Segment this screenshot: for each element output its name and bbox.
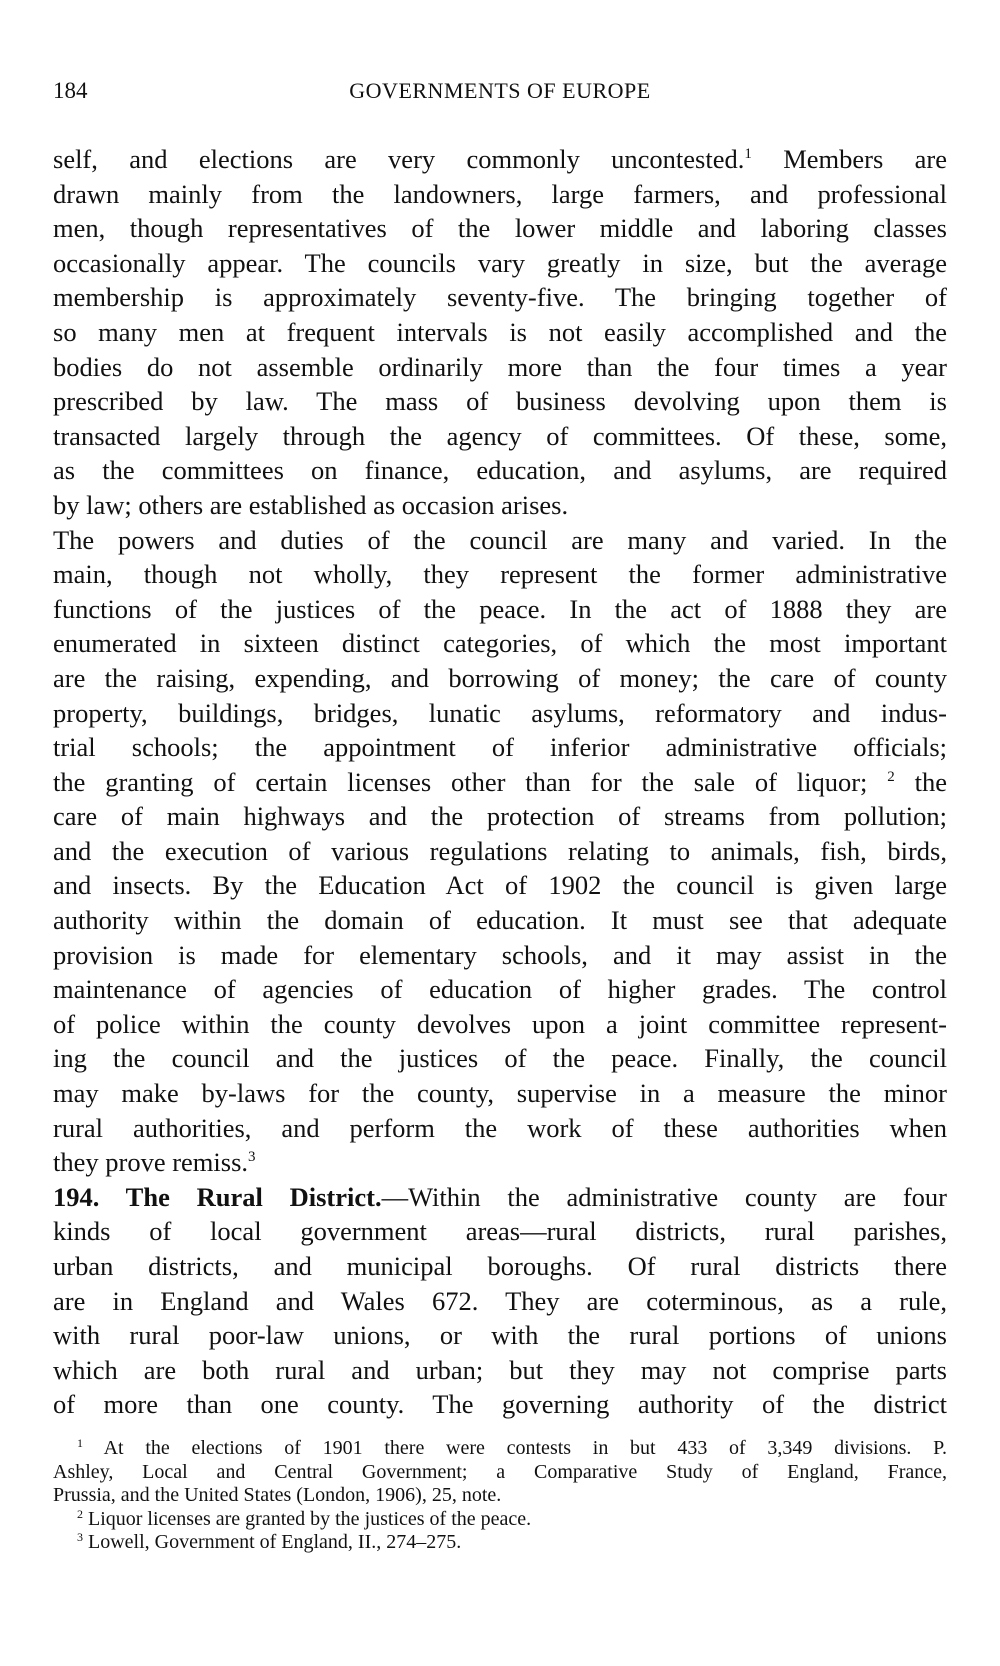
running-title: GOVERNMENTS OF EUROPE	[349, 78, 651, 103]
text-line	[53, 834, 947, 869]
text-line	[53, 661, 947, 696]
footnote-marker: 1	[77, 1436, 83, 1450]
text-line	[53, 1249, 947, 1284]
text-run: self, and elections are very commonly uncontested.	[53, 144, 745, 174]
text-run: Lowell, Government of England, II., 274–275.	[83, 1531, 462, 1553]
text-run: and insects. By the Education Act of 1902 the council is given large	[53, 870, 947, 901]
text-run: maintenance of agencies of education of higher grades. The control	[53, 974, 947, 1005]
text-line	[53, 1145, 947, 1180]
text-line	[53, 177, 947, 212]
footnote-marker: 3	[77, 1530, 83, 1544]
text-run: and the execution of various regulations relating to animals, fish, birds,	[53, 835, 947, 866]
footnote-marker: 1	[744, 146, 752, 162]
text-line	[53, 696, 947, 731]
text-run: they prove remiss.	[53, 1147, 249, 1178]
text-run: are the raising, expending, and borrowing of money; the care of county	[53, 662, 947, 693]
footnote-line	[53, 1531, 947, 1555]
text-line	[53, 384, 947, 419]
text-run: so many men at frequent intervals is not easily accomplished and the	[53, 316, 947, 347]
text-line	[53, 211, 947, 246]
text-run: membership is approximately seventy-five. The bringing together of	[53, 282, 947, 313]
text-run: functions of the justices of the peace. In the act of 1888 they are	[53, 593, 947, 624]
footnotes	[53, 1437, 947, 1555]
text-line	[53, 1318, 947, 1353]
footnote-marker: 2	[887, 768, 895, 785]
text-line	[53, 1180, 947, 1215]
text-line	[53, 1076, 947, 1111]
footnote-line	[53, 1437, 947, 1461]
text-line	[53, 592, 947, 627]
text-run: Members are	[751, 144, 947, 174]
text-line	[53, 350, 947, 385]
text-line	[53, 799, 947, 834]
text-run: transacted largely through the agency of committees. Of these, some,	[53, 420, 947, 451]
text-line	[53, 1353, 947, 1388]
text-line	[53, 453, 947, 488]
text-line	[53, 280, 947, 315]
text-line	[53, 523, 947, 558]
footnote-line	[53, 1461, 947, 1485]
text-run: The powers and duties of the council are many and varied. In the	[53, 524, 947, 555]
text-run: men, though representatives of the lower middle and laboring classes	[53, 213, 947, 244]
footnote-line	[53, 1508, 947, 1532]
footnote-line	[53, 1484, 947, 1508]
text-run: as the committees on finance, education, and asylums, are required	[53, 455, 947, 486]
text-line	[53, 868, 947, 903]
text-line	[53, 1041, 947, 1076]
text-run: the	[894, 766, 947, 797]
text-run: At the elections of 1901 there were contests in but 433 of 3,349 divisions. P.	[83, 1437, 947, 1459]
text-line	[53, 419, 947, 454]
text-line	[53, 938, 947, 973]
text-line	[53, 765, 947, 800]
text-run: which are both rural and urban; but they may not comprise parts	[53, 1354, 947, 1385]
text-run: Ashley, Local and Central Government; a Comparative Study of England, France,	[53, 1460, 947, 1483]
text-run: property, buildings, bridges, lunatic asylums, reformatory and indus-	[53, 697, 947, 728]
text-run: enumerated in sixteen distinct categories, of which the most important	[53, 628, 947, 659]
text-run: the granting of certain licenses other than for the sale of liquor;	[53, 766, 888, 797]
text-run: with rural poor-law unions, or with the rural portions of unions	[53, 1320, 947, 1351]
text-run: Liquor licenses are granted by the justices of the peace.	[83, 1507, 532, 1530]
text-run: drawn mainly from the landowners, large farmers, and professional	[53, 178, 947, 209]
text-line	[53, 626, 947, 661]
text-run: care of main highways and the protection of streams from pollution;	[53, 801, 947, 832]
section-heading: 194. The Rural District.	[53, 1181, 382, 1212]
text-run: may make by-laws for the county, supervise in a measure the minor	[53, 1078, 947, 1109]
text-line	[53, 730, 947, 765]
text-run: occasionally appear. The councils vary greatly in size, but the average	[53, 247, 947, 278]
text-run: rural authorities, and perform the work of these authorities when	[53, 1112, 947, 1143]
text-line	[53, 246, 947, 281]
text-line	[53, 1214, 947, 1249]
page-header	[53, 78, 947, 110]
text-run: are in England and Wales 672. They are coterminous, as a rule,	[53, 1285, 947, 1316]
text-line	[53, 1387, 947, 1422]
text-run: prescribed by law. The mass of business devolving upon them is	[53, 386, 947, 417]
text-run: Prussia, and the United States (London, 1906), 25, note.	[53, 1484, 502, 1506]
text-run: trial schools; the appointment of inferior administrative officials;	[53, 732, 947, 763]
footnote-marker: 2	[77, 1506, 83, 1521]
text-line	[53, 488, 947, 523]
text-line	[53, 903, 947, 938]
text-line	[53, 557, 947, 592]
text-line	[53, 1284, 947, 1319]
page-number: 184	[53, 78, 88, 103]
text-run: kinds of local government areas—rural districts, rural parishes,	[53, 1216, 947, 1247]
text-run: ing the council and the justices of the peace. Finally, the council	[53, 1043, 947, 1074]
text-line	[53, 1007, 947, 1042]
text-run: provision is made for elementary schools, and it may assist in the	[53, 939, 947, 970]
text-run: bodies do not assemble ordinarily more than the four times a year	[53, 351, 947, 382]
footnote-marker: 3	[248, 1149, 256, 1166]
text-run: urban districts, and municipal boroughs. Of rural districts there	[53, 1251, 947, 1281]
text-run: of police within the county devolves upon a joint committee represent-	[53, 1008, 947, 1039]
text-run: main, though not wholly, they represent the former administrative	[53, 559, 947, 590]
text-run: —Within the administrative county are four	[381, 1181, 948, 1212]
text-run: of more than one county. The governing authority of the district	[53, 1389, 947, 1420]
text-line	[53, 972, 947, 1007]
text-run: authority within the domain of education. It must see that adequate	[53, 905, 947, 936]
text-run: by law; others are established as occasion arises.	[53, 489, 569, 520]
text-line	[53, 1111, 947, 1146]
text-line	[53, 315, 947, 350]
text-line	[53, 142, 947, 177]
body-text	[53, 142, 947, 1422]
